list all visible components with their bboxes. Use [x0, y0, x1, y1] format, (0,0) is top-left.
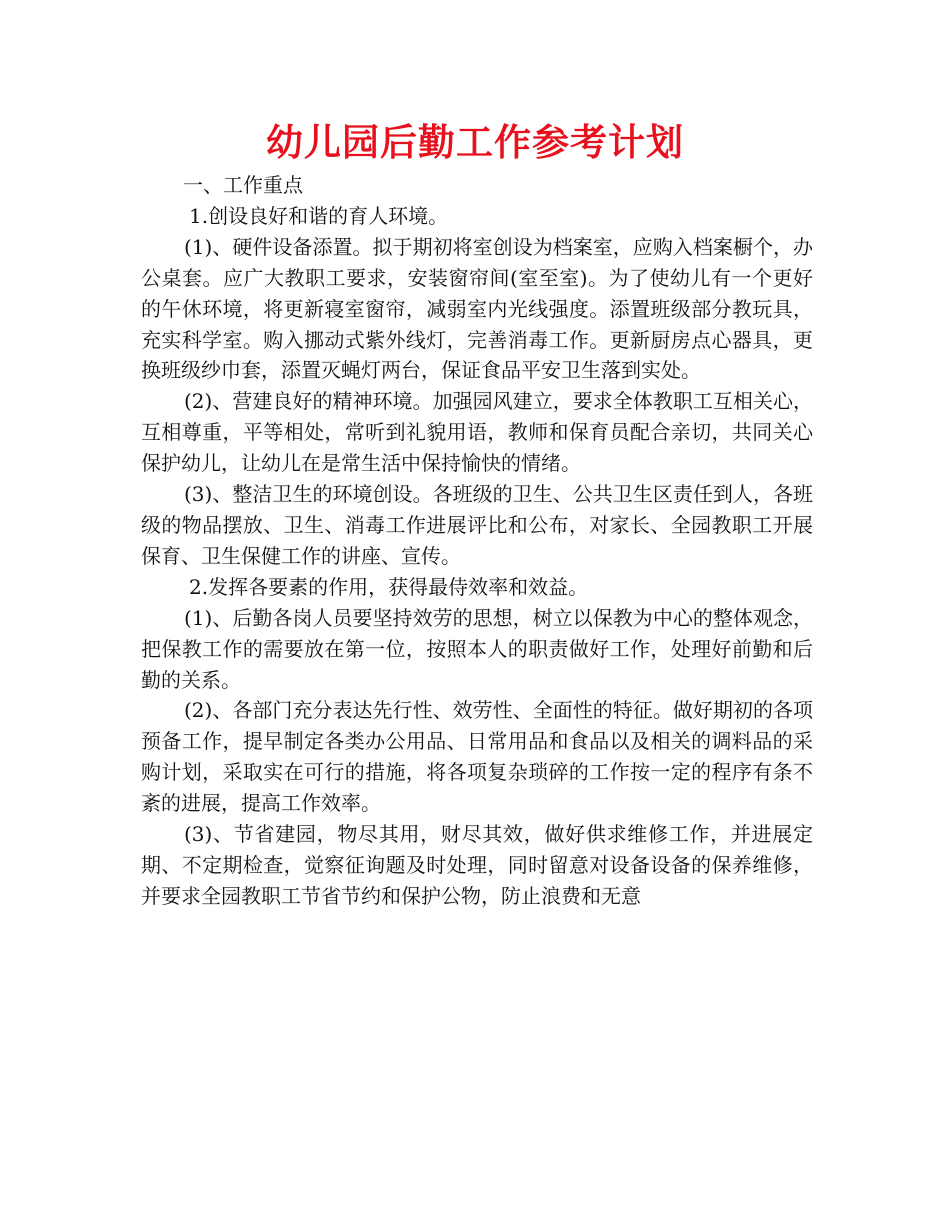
subsection-heading: 2.发挥各要素的作用，获得最侍效率和效益。	[189, 574, 589, 599]
body-paragraph: (3)、节省建园，物尽其用，财尽其效，做好供求维修工作，并进展定期、不定期检查，觉察征询题及时处理，同时留意对设备设备的保养维修，并要求全园教职工节省节约和保护公物，防止浪费和无意	[141, 822, 813, 908]
body-paragraph: (2)、营建良好的精神环境。加强园风建立，要求全体教职工互相关心，互相尊重，平等相处，常听到礼貌用语，教师和保育员配合亲切，共同关心保护幼儿，让幼儿在是常生活中保持愉快的情绪。	[141, 389, 813, 476]
document-title: 幼儿园后勤工作参考计划	[266, 121, 684, 164]
body-paragraph: (1)、后勤各岗人员要坚持效劳的思想，树立以保教为中心的整体观念，把保教工作的需要放在第一位，按照本人的职责做好工作，处理好前勤和后勤的关系。	[141, 605, 813, 692]
document-body	[141, 170, 813, 912]
section-heading: 一、工作重点	[183, 173, 303, 197]
body-paragraph: (2)、各部门充分表达先行性、效劳性、全面性的特征。做好期初的各项预备工作，提早制定各类办公用品、日常用品和食品以及相关的调料品的采购计划，采取实在可行的措施，将各项复杂琐碎的工作按一定的程序有条不紊的进展，提高工作效率。	[141, 698, 813, 816]
subsection-heading: 1.创设良好和谐的育人环境。	[189, 203, 449, 228]
body-paragraph: (3)、整洁卫生的环境创设。各班级的卫生、公共卫生区责任到人，各班级的物品摆放、卫生、消毒工作进展评比和公布，对家长、全园教职工开展保育、卫生保健工作的讲座、宣传。	[141, 482, 813, 568]
body-paragraph: (1)、硬件设备添置。拟于期初将室创设为档案室，应购入档案橱个，办公桌套。应广大教职工要求，安装窗帘间(室至室)。为了使幼儿有一个更好的午休环境，将更新寝室窗帘，减弱室内光线强度。添置班级部分教玩具，充实科学室。购入挪动式紫外线灯，完善消毒工作。更新厨房点心器具，更换班级纱巾套，添置灭蝇灯两台，保证食品平安卫生落到实处。	[141, 234, 813, 383]
